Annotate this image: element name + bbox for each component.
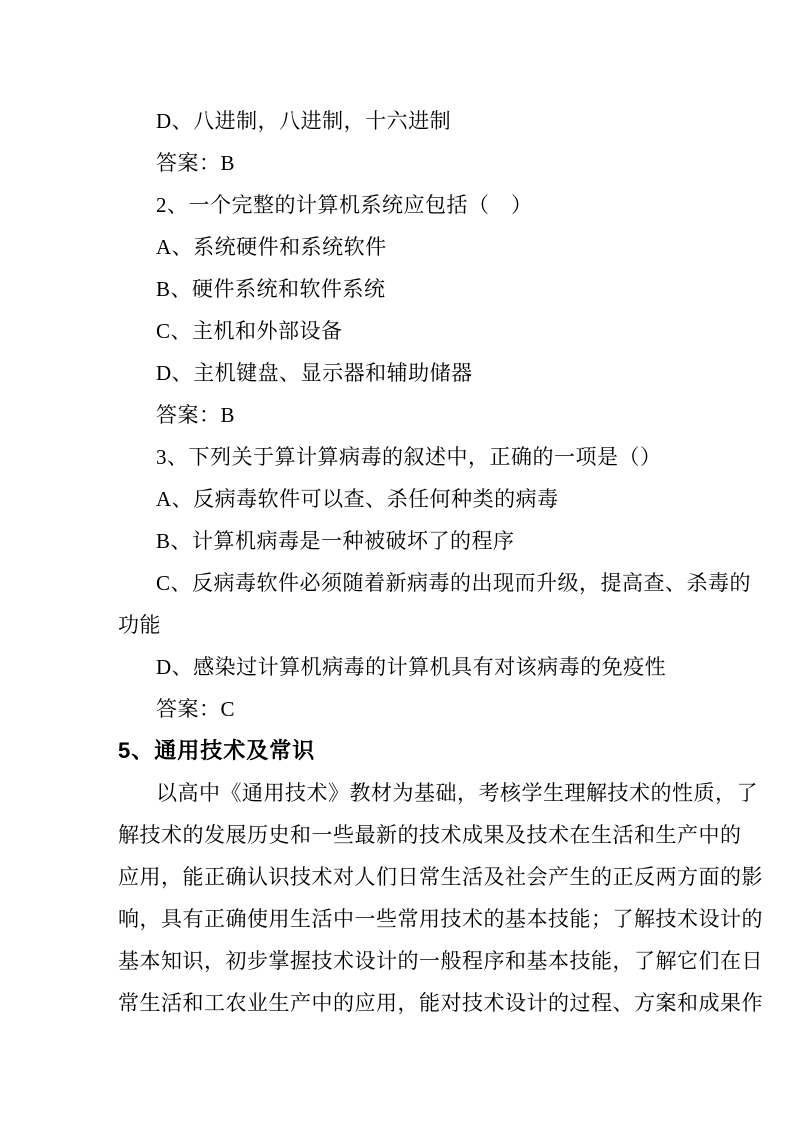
paragraph-line: 以高中《通用技术》教材为基础，考核学生理解技术的性质，了 bbox=[156, 781, 758, 805]
question-3-stem: 3、下列关于算计算病毒的叙述中，正确的一项是（） bbox=[156, 445, 662, 469]
question-2-option-d: D、主机键盘、显示器和辅助储器 bbox=[156, 361, 473, 385]
question-3-option-c-line1: C、反病毒软件必须随着新病毒的出现而升级，提高查、杀毒的 bbox=[156, 571, 752, 595]
question-2-stem: 2、一个完整的计算机系统应包括（ ） bbox=[156, 193, 533, 217]
question-1-answer: 答案：B bbox=[156, 151, 236, 175]
question-2-option-b: B、硬件系统和软件系统 bbox=[156, 277, 386, 301]
paragraph-line: 常生活和工农业生产中的应用，能对技术设计的过程、方案和成果作 bbox=[118, 991, 763, 1015]
question-3-answer: 答案：C bbox=[156, 697, 236, 721]
question-2-option-c: C、主机和外部设备 bbox=[156, 319, 343, 343]
paragraph-line: 响，具有正确使用生活中一些常用技术的基本技能；了解技术设计的 bbox=[118, 907, 763, 931]
question-1-option-d: D、八进制，八进制，十六进制 bbox=[156, 109, 452, 133]
paragraph-line: 解技术的发展历史和一些最新的技术成果及技术在生活和生产中的 bbox=[118, 823, 742, 847]
section-heading: 5、通用技术及常识 bbox=[118, 738, 316, 763]
paragraph-line: 应用，能正确认识技术对人们日常生活及社会产生的正反两方面的影 bbox=[118, 865, 763, 889]
paragraph-line: 基本知识，初步掌握技术设计的一般程序和基本技能，了解它们在日 bbox=[118, 949, 763, 973]
question-3-option-d: D、感染过计算机病毒的计算机具有对该病毒的免疫性 bbox=[156, 655, 667, 679]
question-2-answer: 答案：B bbox=[156, 403, 236, 427]
question-3-option-c-line2: 功能 bbox=[118, 613, 161, 637]
question-2-option-a: A、系统硬件和系统软件 bbox=[156, 235, 387, 259]
question-3-option-a: A、反病毒软件可以查、杀任何种类的病毒 bbox=[156, 487, 559, 511]
question-3-option-b: B、计算机病毒是一种被破坏了的程序 bbox=[156, 529, 515, 553]
